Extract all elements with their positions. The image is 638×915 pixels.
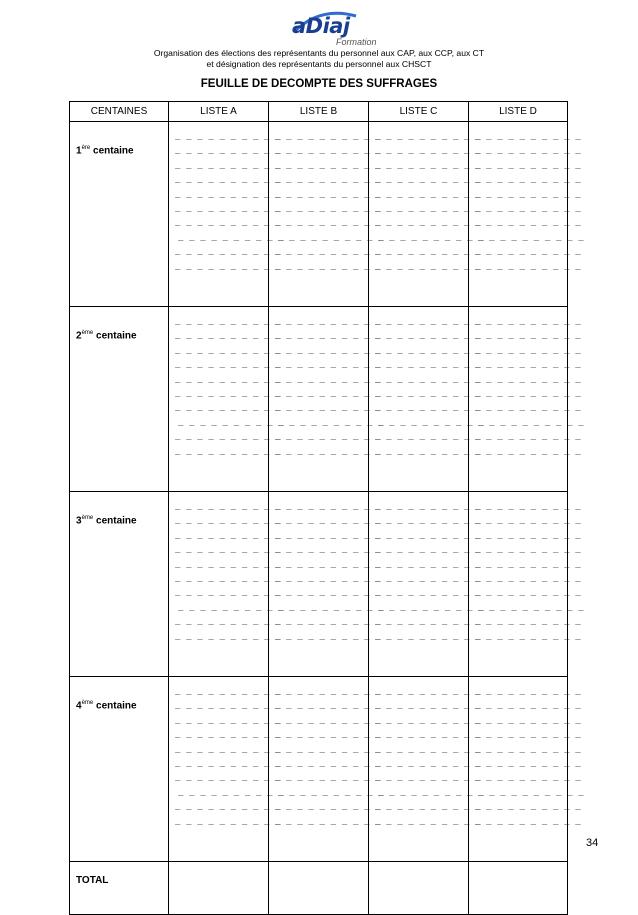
- row-label-text: centaine: [93, 515, 137, 527]
- tally-line: _ _ _ _ _ _ _ _ _ _: [278, 416, 384, 427]
- tally-line: _ _ _ _ _ _ _ _ _ _: [475, 801, 581, 812]
- tally-line: _ _ _ _ _ _ _ _ _ _: [375, 630, 481, 641]
- tally-line: _ _ _ _ _ _ _ _ _ _: [475, 316, 581, 326]
- tally-line: _ _ _ _ _ _ _ _ _ _: [275, 757, 381, 768]
- tally-line: _ _ _ _ _ _ _ _ _ _: [475, 387, 581, 398]
- tally-line: _ _ _ _ _ _ _ _ _ _: [375, 387, 481, 398]
- tally-line: _ _ _ _ _ _ _ _ _ _: [475, 217, 581, 228]
- tally-line: _ _ _ _ _ _ _ _ _ _: [175, 743, 281, 754]
- tally-line: _ _ _ _ _ _ _ _ _ _: [178, 786, 284, 797]
- tally-line: _ _ _ _ _ _ _ _ _ _: [275, 630, 381, 641]
- tally-line: _ _ _ _ _ _ _ _ _ _: [175, 757, 281, 768]
- tally-line: _ _ _ _ _ _ _ _ _ _: [475, 359, 581, 370]
- tally-line: _ _ _ _ _ _ _ _ _ _: [475, 772, 581, 783]
- tally-line: _ _ _ _ _ _ _ _ _ _: [475, 544, 581, 555]
- tally-line: _ _ _ _ _ _ _ _ _ _: [375, 529, 481, 540]
- tally-line: _ _ _ _ _ _ _ _ _ _: [175, 515, 281, 526]
- table-row: [70, 307, 568, 492]
- tally-cell-liste-d[interactable]: [469, 307, 584, 492]
- tally-line: _ _ _ _ _ _ _ _ _ _: [275, 700, 381, 711]
- tally-line: _ _ _ _ _ _ _ _ _ _: [275, 402, 381, 413]
- tally-lines: [269, 492, 384, 643]
- tally-lines: [469, 122, 584, 273]
- tally-line: _ _ _ _ _ _ _ _ _ _: [478, 416, 584, 427]
- table-header-row: [70, 102, 568, 122]
- total-cell-liste-a[interactable]: [169, 862, 269, 915]
- tally-line: _ _ _ _ _ _ _ _ _ _: [275, 729, 381, 740]
- tally-cell-liste-d[interactable]: [469, 122, 584, 307]
- tally-line: _ _ _ _ _ _ _ _ _ _: [375, 145, 481, 156]
- table-row: [70, 677, 568, 862]
- tally-line: _ _ _ _ _ _ _ _ _ _: [275, 431, 381, 442]
- tally-line: _ _ _ _ _ _ _ _ _ _: [275, 772, 381, 783]
- tally-line: _ _ _ _ _ _ _ _ _ _: [275, 316, 381, 326]
- tally-line: _ _ _ _ _ _ _ _ _ _: [375, 202, 481, 213]
- tally-line: _ _ _ _ _ _ _ _ _ _: [275, 159, 381, 170]
- tally-line: _ _ _ _ _ _ _ _ _ _: [175, 402, 281, 413]
- document-header: [0, 48, 638, 70]
- tally-line: _ _ _ _ _ _ _ _ _ _: [375, 159, 481, 170]
- tally-line: _ _ _ _ _ _ _ _ _ _: [178, 231, 284, 242]
- tally-line: _ _ _ _ _ _ _ _ _ _: [475, 616, 581, 627]
- tally-line: _ _ _ _ _ _ _ _ _ _: [475, 558, 581, 569]
- tally-line: _ _ _ _ _ _ _ _ _ _: [175, 630, 281, 641]
- tally-line: _ _ _ _ _ _ _ _ _ _: [175, 344, 281, 355]
- tally-line: _ _ _ _ _ _ _ _ _ _: [375, 316, 481, 326]
- tally-line: _ _ _ _ _ _ _ _ _ _: [175, 373, 281, 384]
- tally-line: _ _ _ _ _ _ _ _ _ _: [275, 217, 381, 228]
- row-ordinal-suffix: ème: [81, 700, 94, 706]
- row-label-text: centaine: [90, 145, 134, 157]
- tally-line: _ _ _ _ _ _ _ _ _ _: [475, 815, 581, 826]
- tally-line: _ _ _ _ _ _ _ _ _ _: [475, 743, 581, 754]
- tally-line: _ _ _ _ _ _ _ _ _ _: [375, 174, 481, 185]
- tally-line: _ _ _ _ _ _ _ _ _ _: [475, 202, 581, 213]
- tally-line: _ _ _ _ _ _ _ _ _ _: [475, 402, 581, 413]
- tally-line: _ _ _ _ _ _ _ _ _ _: [375, 330, 481, 341]
- tally-line: _ _ _ _ _ _ _ _ _ _: [375, 587, 481, 598]
- row-ordinal-suffix: ème: [81, 330, 94, 336]
- total-cell-liste-c[interactable]: [369, 862, 469, 915]
- tally-cell-liste-a[interactable]: [169, 677, 284, 862]
- tally-line: _ _ _ _ _ _ _ _ _ _: [378, 416, 484, 427]
- tally-line: _ _ _ _ _ _ _ _ _ _: [175, 815, 281, 826]
- tally-line: _ _ _ _ _ _ _ _ _ _: [375, 131, 481, 141]
- tally-lines: [369, 492, 484, 643]
- tally-lines: [269, 307, 384, 458]
- tally-line: _ _ _ _ _ _ _ _ _ _: [175, 431, 281, 442]
- tally-line: _ _ _ _ _ _ _ _ _ _: [375, 515, 481, 526]
- tally-line: _ _ _ _ _ _ _ _ _ _: [375, 188, 481, 199]
- header-line-2: et désignation des représentants du personnel aux CHSCT: [206, 59, 432, 69]
- tally-cell-liste-b[interactable]: [269, 492, 384, 677]
- tally-line: _ _ _ _ _ _ _ _ _ _: [375, 686, 481, 696]
- tally-line: _ _ _ _ _ _ _ _ _ _: [475, 587, 581, 598]
- tally-line: _ _ _ _ _ _ _ _ _ _: [275, 131, 381, 141]
- tally-lines: [169, 677, 284, 828]
- tally-line: _ _ _ _ _ _ _ _ _ _: [375, 572, 481, 583]
- column-header-centaines: CENTAINES: [70, 102, 169, 122]
- logo-wordmark: aDiaj: [292, 14, 350, 38]
- tally-line: _ _ _ _ _ _ _ _ _ _: [375, 445, 481, 456]
- tally-line: _ _ _ _ _ _ _ _ _ _: [275, 714, 381, 725]
- table-row: [70, 492, 568, 677]
- tally-line: _ _ _ _ _ _ _ _ _ _: [375, 431, 481, 442]
- tally-line: _ _ _ _ _ _ _ _ _ _: [475, 686, 581, 696]
- tally-lines: [369, 677, 484, 828]
- tally-cell-liste-b[interactable]: [269, 677, 384, 862]
- tally-line: _ _ _ _ _ _ _ _ _ _: [275, 616, 381, 627]
- tally-line: _ _ _ _ _ _ _ _ _ _: [375, 743, 481, 754]
- tally-line: _ _ _ _ _ _ _ _ _ _: [375, 373, 481, 384]
- tally-lines: [169, 307, 284, 458]
- tally-line: _ _ _ _ _ _ _ _ _ _: [175, 188, 281, 199]
- column-header-liste-a: LISTE A: [169, 102, 269, 122]
- tally-line: _ _ _ _ _ _ _ _ _ _: [175, 587, 281, 598]
- tally-lines: [269, 677, 384, 828]
- tally-line: _ _ _ _ _ _ _ _ _ _: [375, 729, 481, 740]
- tally-cell-liste-d[interactable]: [469, 492, 584, 677]
- tally-line: _ _ _ _ _ _ _ _ _ _: [475, 260, 581, 271]
- tally-cell-liste-b[interactable]: [269, 122, 384, 307]
- tally-line: _ _ _ _ _ _ _ _ _ _: [175, 174, 281, 185]
- tally-line: _ _ _ _ _ _ _ _ _ _: [275, 445, 381, 456]
- tally-line: _ _ _ _ _ _ _ _ _ _: [278, 786, 384, 797]
- column-header-liste-c: LISTE C: [369, 102, 469, 122]
- tally-line: _ _ _ _ _ _ _ _ _ _: [475, 572, 581, 583]
- tally-line: _ _ _ _ _ _ _ _ _ _: [178, 601, 284, 612]
- tally-cell-liste-c[interactable]: [369, 307, 484, 492]
- tally-line: _ _ _ _ _ _ _ _ _ _: [175, 714, 281, 725]
- tally-lines: [369, 307, 484, 458]
- tally-line: _ _ _ _ _ _ _ _ _ _: [375, 260, 481, 271]
- tally-line: _ _ _ _ _ _ _ _ _ _: [275, 529, 381, 540]
- tally-line: _ _ _ _ _ _ _ _ _ _: [275, 145, 381, 156]
- tally-line: _ _ _ _ _ _ _ _ _ _: [175, 202, 281, 213]
- tally-line: _ _ _ _ _ _ _ _ _ _: [478, 601, 584, 612]
- tally-line: _ _ _ _ _ _ _ _ _ _: [175, 145, 281, 156]
- tally-line: _ _ _ _ _ _ _ _ _ _: [375, 217, 481, 228]
- tally-lines: [469, 677, 584, 828]
- tally-line: _ _ _ _ _ _ _ _ _ _: [475, 729, 581, 740]
- tally-line: _ _ _ _ _ _ _ _ _ _: [375, 344, 481, 355]
- tally-line: _ _ _ _ _ _ _ _ _ _: [475, 174, 581, 185]
- tally-line: _ _ _ _ _ _ _ _ _ _: [475, 515, 581, 526]
- tally-line: _ _ _ _ _ _ _ _ _ _: [175, 330, 281, 341]
- tally-line: _ _ _ _ _ _ _ _ _ _: [178, 416, 284, 427]
- total-label: TOTAL: [70, 862, 169, 915]
- tally-line: _ _ _ _ _ _ _ _ _ _: [275, 544, 381, 555]
- tally-cell-liste-c[interactable]: [369, 122, 484, 307]
- tally-line: _ _ _ _ _ _ _ _ _ _: [375, 359, 481, 370]
- tally-line: _ _ _ _ _ _ _ _ _ _: [475, 757, 581, 768]
- total-cell-liste-b[interactable]: [269, 862, 369, 915]
- row-label: [70, 307, 169, 492]
- tally-line: _ _ _ _ _ _ _ _ _ _: [375, 402, 481, 413]
- tally-line: _ _ _ _ _ _ _ _ _ _: [175, 686, 281, 696]
- tally-cell-liste-a[interactable]: [169, 122, 284, 307]
- tally-line: _ _ _ _ _ _ _ _ _ _: [375, 700, 481, 711]
- tally-line: _ _ _ _ _ _ _ _ _ _: [478, 231, 584, 242]
- tally-line: _ _ _ _ _ _ _ _ _ _: [175, 801, 281, 812]
- tally-lines: [469, 492, 584, 643]
- tally-line: _ _ _ _ _ _ _ _ _ _: [278, 601, 384, 612]
- tally-line: _ _ _ _ _ _ _ _ _ _: [275, 743, 381, 754]
- tally-lines: [369, 122, 484, 273]
- tally-line: _ _ _ _ _ _ _ _ _ _: [275, 558, 381, 569]
- tally-line: _ _ _ _ _ _ _ _ _ _: [175, 772, 281, 783]
- tally-line: _ _ _ _ _ _ _ _ _ _: [275, 587, 381, 598]
- tally-line: _ _ _ _ _ _ _ _ _ _: [378, 786, 484, 797]
- tally-line: _ _ _ _ _ _ _ _ _ _: [275, 387, 381, 398]
- column-header-liste-b: LISTE B: [269, 102, 369, 122]
- tally-line: _ _ _ _ _ _ _ _ _ _: [175, 729, 281, 740]
- row-number: 4: [76, 700, 82, 712]
- column-header-liste-d: LISTE D: [469, 102, 568, 122]
- tally-line: _ _ _ _ _ _ _ _ _ _: [478, 786, 584, 797]
- tally-line: _ _ _ _ _ _ _ _ _ _: [175, 544, 281, 555]
- tally-cell-liste-c[interactable]: [369, 677, 484, 862]
- row-ordinal-suffix: ème: [81, 515, 94, 521]
- tally-line: _ _ _ _ _ _ _ _ _ _: [175, 572, 281, 583]
- tally-line: _ _ _ _ _ _ _ _ _ _: [275, 188, 381, 199]
- total-row: [70, 862, 568, 915]
- tally-line: _ _ _ _ _ _ _ _ _ _: [175, 260, 281, 271]
- tally-line: _ _ _ _ _ _ _ _ _ _: [375, 544, 481, 555]
- tally-line: _ _ _ _ _ _ _ _ _ _: [475, 700, 581, 711]
- tally-line: _ _ _ _ _ _ _ _ _ _: [475, 344, 581, 355]
- tally-lines: [169, 122, 284, 273]
- tally-line: _ _ _ _ _ _ _ _ _ _: [275, 501, 381, 511]
- tally-line: _ _ _ _ _ _ _ _ _ _: [275, 801, 381, 812]
- row-ordinal-suffix: ère: [81, 145, 91, 151]
- tally-line: _ _ _ _ _ _ _ _ _ _: [475, 246, 581, 257]
- tally-line: _ _ _ _ _ _ _ _ _ _: [275, 260, 381, 271]
- tally-line: _ _ _ _ _ _ _ _ _ _: [375, 246, 481, 257]
- tally-line: _ _ _ _ _ _ _ _ _ _: [175, 558, 281, 569]
- row-label-text: centaine: [93, 700, 137, 712]
- tally-line: _ _ _ _ _ _ _ _ _ _: [275, 572, 381, 583]
- row-label: [70, 492, 169, 677]
- tally-line: _ _ _ _ _ _ _ _ _ _: [175, 359, 281, 370]
- tally-line: _ _ _ _ _ _ _ _ _ _: [275, 515, 381, 526]
- tally-line: _ _ _ _ _ _ _ _ _ _: [175, 387, 281, 398]
- tally-line: _ _ _ _ _ _ _ _ _ _: [375, 801, 481, 812]
- tally-line: _ _ _ _ _ _ _ _ _ _: [475, 131, 581, 141]
- row-number: 2: [76, 330, 82, 342]
- row-number: 1: [76, 145, 82, 157]
- row-label: [70, 122, 169, 307]
- tally-line: _ _ _ _ _ _ _ _ _ _: [375, 772, 481, 783]
- header-line-1: Organisation des élections des représentants du personnel aux CAP, aux CCP, aux CT: [153, 48, 485, 58]
- tally-line: _ _ _ _ _ _ _ _ _ _: [175, 217, 281, 228]
- tally-cell-liste-a[interactable]: [169, 492, 284, 677]
- tally-line: _ _ _ _ _ _ _ _ _ _: [175, 445, 281, 456]
- tally-line: _ _ _ _ _ _ _ _ _ _: [275, 373, 381, 384]
- tally-lines: [469, 307, 584, 458]
- tally-line: _ _ _ _ _ _ _ _ _ _: [378, 231, 484, 242]
- table-row: [70, 122, 568, 307]
- logo-subtext: Formation: [336, 37, 377, 47]
- page-number: 34: [586, 837, 599, 849]
- row-label-text: centaine: [93, 330, 137, 342]
- tally-line: _ _ _ _ _ _ _ _ _ _: [275, 344, 381, 355]
- tally-line: _ _ _ _ _ _ _ _ _ _: [275, 686, 381, 696]
- tally-cell-liste-c[interactable]: [369, 492, 484, 677]
- tally-lines: [169, 492, 284, 643]
- tally-line: _ _ _ _ _ _ _ _ _ _: [475, 529, 581, 540]
- tally-line: _ _ _ _ _ _ _ _ _ _: [475, 330, 581, 341]
- tally-line: _ _ _ _ _ _ _ _ _ _: [475, 159, 581, 170]
- page-title: FEUILLE DE DECOMPTE DES SUFFRAGES: [200, 78, 438, 90]
- tally-line: _ _ _ _ _ _ _ _ _ _: [278, 231, 384, 242]
- tally-line: _ _ _ _ _ _ _ _ _ _: [275, 202, 381, 213]
- tally-line: _ _ _ _ _ _ _ _ _ _: [475, 630, 581, 641]
- tally-line: _ _ _ _ _ _ _ _ _ _: [175, 616, 281, 627]
- tally-line: _ _ _ _ _ _ _ _ _ _: [375, 714, 481, 725]
- tally-line: _ _ _ _ _ _ _ _ _ _: [275, 359, 381, 370]
- row-number: 3: [76, 515, 82, 527]
- tally-cell-liste-d[interactable]: [469, 677, 584, 862]
- tally-line: _ _ _ _ _ _ _ _ _ _: [175, 700, 281, 711]
- tally-line: _ _ _ _ _ _ _ _ _ _: [275, 174, 381, 185]
- tally-line: _ _ _ _ _ _ _ _ _ _: [375, 616, 481, 627]
- tally-line: _ _ _ _ _ _ _ _ _ _: [475, 145, 581, 156]
- tally-line: _ _ _ _ _ _ _ _ _ _: [175, 529, 281, 540]
- tally-line: _ _ _ _ _ _ _ _ _ _: [175, 159, 281, 170]
- tally-line: _ _ _ _ _ _ _ _ _ _: [475, 445, 581, 456]
- tally-line: _ _ _ _ _ _ _ _ _ _: [175, 246, 281, 257]
- tally-line: _ _ _ _ _ _ _ _ _ _: [378, 601, 484, 612]
- tally-line: _ _ _ _ _ _ _ _ _ _: [475, 188, 581, 199]
- tally-line: _ _ _ _ _ _ _ _ _ _: [375, 815, 481, 826]
- tally-line: _ _ _ _ _ _ _ _ _ _: [375, 757, 481, 768]
- tally-line: _ _ _ _ _ _ _ _ _ _: [375, 501, 481, 511]
- tally-table: [69, 101, 584, 915]
- adiaj-logo: [290, 10, 380, 50]
- tally-lines: [269, 122, 384, 273]
- tally-line: _ _ _ _ _ _ _ _ _ _: [475, 714, 581, 725]
- tally-line: _ _ _ _ _ _ _ _ _ _: [175, 501, 281, 511]
- tally-line: _ _ _ _ _ _ _ _ _ _: [275, 246, 381, 257]
- row-label: [70, 677, 169, 862]
- total-cell-liste-d[interactable]: [469, 862, 568, 915]
- tally-cell-liste-a[interactable]: [169, 307, 284, 492]
- tally-line: _ _ _ _ _ _ _ _ _ _: [475, 501, 581, 511]
- tally-line: _ _ _ _ _ _ _ _ _ _: [175, 316, 281, 326]
- tally-line: _ _ _ _ _ _ _ _ _ _: [475, 431, 581, 442]
- tally-line: _ _ _ _ _ _ _ _ _ _: [175, 131, 281, 141]
- tally-line: _ _ _ _ _ _ _ _ _ _: [475, 373, 581, 384]
- tally-line: _ _ _ _ _ _ _ _ _ _: [375, 558, 481, 569]
- tally-line: _ _ _ _ _ _ _ _ _ _: [275, 815, 381, 826]
- tally-cell-liste-b[interactable]: [269, 307, 384, 492]
- tally-line: _ _ _ _ _ _ _ _ _ _: [275, 330, 381, 341]
